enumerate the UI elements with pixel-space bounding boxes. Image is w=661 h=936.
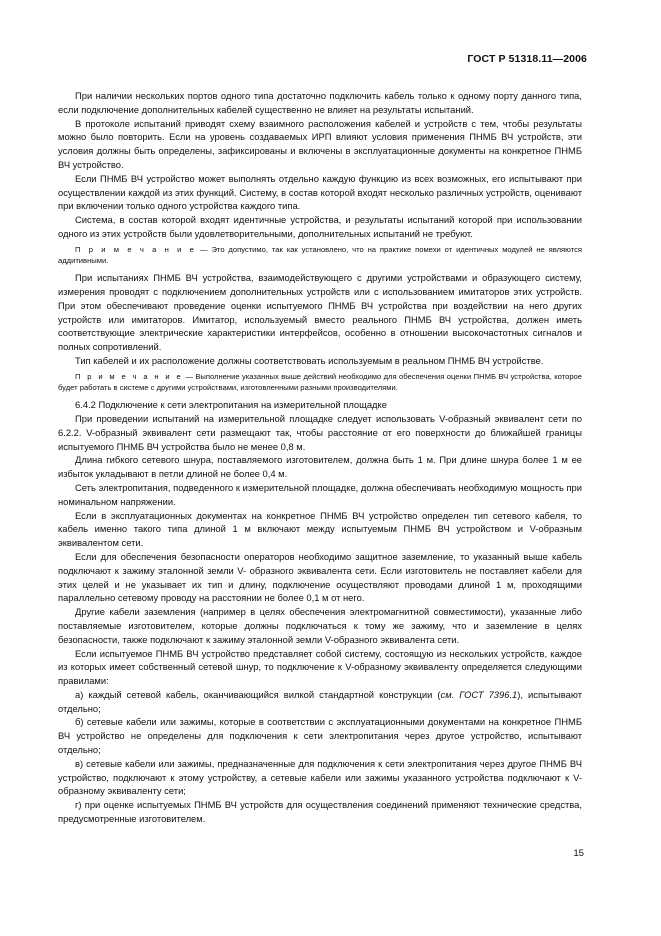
document-body xyxy=(58,89,582,826)
paragraph: Длина гибкого сетевого шнура, поставляемого изготовителем, должна быть 1 м. При длине шнура более 1 м ее избыток укладывают в петли длиной не более 0,4 м. xyxy=(58,454,582,480)
paragraph: Если для обеспечения безопасности операторов необходимо защитное заземление, то указанный выше кабель подключают к зажиму эталонной земли V- образного эквивалента сети. Если изготовитель не поставляет кабели для этих целей и не указывает их тип и длину, подключение осуществляют проводами длиной 1 м, проходящими параллельно сетевому проводу на расстоянии не более 0,1 м от него. xyxy=(58,550,582,604)
list-item-text: ), испытывают отдельно; xyxy=(58,688,582,714)
note-text: — Это допустимо, так как установлено, что на практике помехи от идентичных модулей не являются аддитивными. xyxy=(58,244,582,265)
note xyxy=(58,244,582,266)
paragraph: Если ПНМБ ВЧ устройство может выполнять отдельно каждую функцию из всех возможных, его испытывают при осуществлении каждой из этих функций. Систему, в состав которой входят несколько различных устройств, оценивают при включении только одного устройства каждого типа. xyxy=(58,172,582,212)
paragraph: Другие кабели заземления (например в целях обеспечения электромагнитной совместимости), указанные либо поставляемые изготовителем, которые должны подключаться к тому же зажиму, что и заземление в целях безопасности, также подключают к зажиму эталонной земли V-образного эквивалента сети. xyxy=(58,606,582,645)
page-number: 15 xyxy=(573,848,584,859)
list-item xyxy=(58,715,582,756)
list-item-text: в) сетевые кабели или зажимы, предназначенные для подключения к сети электропитания через другое ПНМБ ВЧ устройство, подключают к этому устройству, а сетевые кабели или зажимы указанного устройства подключают к V-образному эквиваленту сети; xyxy=(58,757,582,797)
list-item xyxy=(58,688,582,716)
paragraph: Если испытуемое ПНМБ ВЧ устройство представляет собой систему, состоящую из нескольких устройств, каждое из которых имеет собственный сетевой шнур, то подключение к V-образному эквиваленту определяется следующими правилами: xyxy=(58,647,582,687)
paragraph: Тип кабелей и их расположение должны соответствовать используемым в реальном ПНМБ ВЧ устройстве. xyxy=(75,354,544,366)
list-item-text: г) при оценке испытуемых ПНМБ ВЧ устройств для осуществления соединений применяют технические средства, предусмотренные изготовителем. xyxy=(58,799,582,825)
note-label: П р и м е ч а н и е xyxy=(75,371,183,381)
note-text: — Выполнение указанных выше действий необходимо для обеспечения оценки ПНМБ ВЧ устройства, которое будет работать в системе с другими устройствами, изготовленными разными производителями. xyxy=(58,371,582,392)
section-heading: 6.4.2 Подключение к сети электропитания на измерительной площадке xyxy=(75,399,387,411)
paragraph: При наличии нескольких портов одного типа достаточно подключить кабель только к одному порту данного типа, если подключение дополнительных кабелей существенно не влияет на результаты испытаний. xyxy=(58,90,582,115)
paragraph: Если в эксплуатационных документах на конкретное ПНМБ ВЧ устройство определен тип сетевого кабеля, то кабель именно такого типа длиной 1 м включают между испытуемым ПНМБ ВЧ устройством и V-образным эквивалентом сети. xyxy=(58,509,582,549)
paragraph: Система, в состав которой входят идентичные устройства, и результаты испытаний которой при использовании одного из этих устройств были удовлетворительными, дополнительных испытаний не требуют. xyxy=(58,214,582,239)
note xyxy=(58,371,582,393)
paragraph: При испытаниях ПНМБ ВЧ устройства, взаимодействующего с другими устройствами и образующего систему, измерения проводят с подключением дополнительных устройств или с использованием имитаторов этих устройств. При этом обеспечивают проведение оценки испытуемого ПНМБ ВЧ устройства при воздействии на него других устройств или имитаторов. Имитатор, используемый вместо реального ПНМБ ВЧ устройства, должен иметь соответствующие электрические характеристики интерфейсов, особенно в отношении высокочастотных сигналов и полных сопротивлений. xyxy=(58,272,582,353)
note-label: П р и м е ч а н и е xyxy=(75,244,197,254)
list-item xyxy=(58,798,582,826)
list-item-text: б) сетевые кабели или зажимы, которые в соответствии с эксплуатационными документами на конкретное ПНМБ ВЧ устройство не определены для подключения к сети электропитания через другое устройство, испытывают отдельно; xyxy=(58,716,582,756)
paragraph: В протоколе испытаний приводят схему взаимного расположения кабелей и устройств с тем, чтобы результаты можно было повторить. Если на уровень создаваемых ИРП влияют условия применения ПНМБ ВЧ устройств, эти условия должны быть определены, зафиксированы и включены в эксплуатационные документы на конкретное ПНМБ ВЧ устройство. xyxy=(58,117,582,170)
list-item-text: а) каждый сетевой кабель, оканчивающийся вилкой стандартной конструкции ( xyxy=(75,688,441,700)
list-item xyxy=(58,757,582,798)
paragraph: При проведении испытаний на измерительной площадке следует использовать V-образный эквивалент сети по 6.2.2. V-образный эквивалент сети размещают так, чтобы расстояние от его поверхности до ближайшей границы испытуемого ПНМБ ВЧ устройства было не менее 0,8 м. xyxy=(58,412,582,452)
standard-reference: см. ГОСТ 7396.1 xyxy=(440,688,518,700)
document-header: ГОСТ Р 51318.11—2006 xyxy=(467,53,587,65)
paragraph: Сеть электропитания, подведенного к измерительной площадке, должна обеспечивать необходимую мощность при номинальном напряжении. xyxy=(58,481,582,507)
